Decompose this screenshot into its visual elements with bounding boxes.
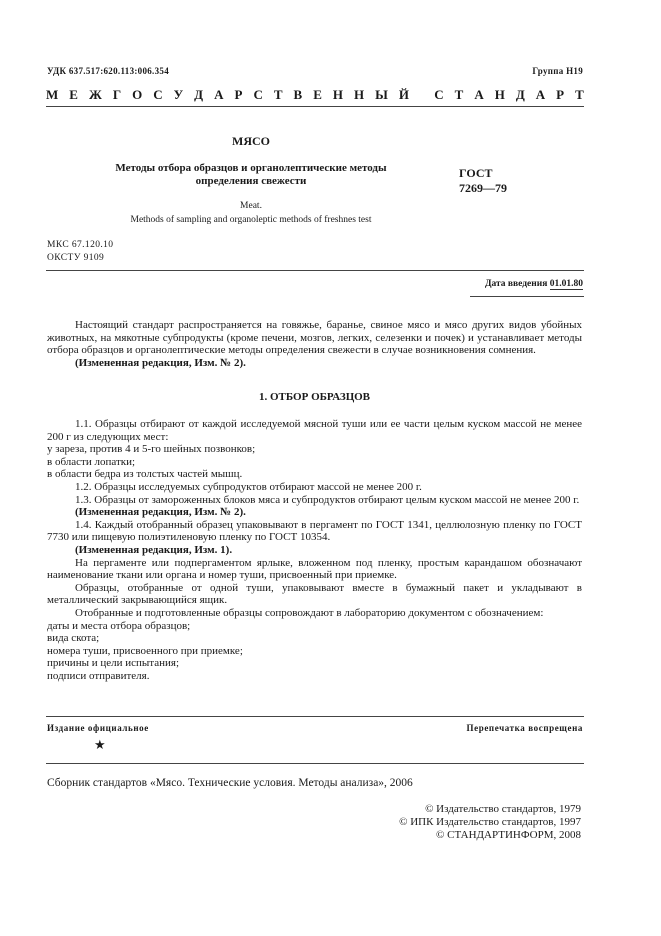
gost-label: ГОСТ bbox=[459, 166, 493, 180]
scope-paragraph: Настоящий стандарт распространяется на говяжье, баранье, свиное мясо и мясо других видов убойных животных, на мякотные субпродукты (кроме печени, мозгов, легких, селезенки и почек) и устанавливает методы отбора образцов и органолептические методы определения свежести в случае возникновения сомнения. bbox=[47, 319, 582, 357]
gost-number: 7269—79 bbox=[459, 181, 507, 195]
standard-type-letter: М bbox=[46, 87, 59, 102]
standard-type-letter: Д bbox=[194, 87, 204, 102]
packing-paragraph: Образцы, отобранные от одной туши, упаковывают вместе в бумажный пакет и укладывают в металлический закрывающийся ящик. bbox=[47, 581, 582, 607]
copyright-line-3: © СТАНДАРТИНФОРМ, 2008 bbox=[436, 829, 581, 841]
english-title-line1: Meat. bbox=[240, 201, 262, 211]
reprint-prohibited-label: Перепечатка воспрещена bbox=[466, 723, 583, 733]
scope-amendment-note: (Измененная редакция, Изм. № 2). bbox=[75, 356, 246, 369]
intro-paragraph-block bbox=[47, 319, 582, 369]
clause-1-1-item-b: в области лопатки; bbox=[47, 455, 136, 468]
document-subtitle-line1: Методы отбора образцов и органолептические методы bbox=[115, 162, 387, 174]
english-title-line2: Methods of sampling and organoleptic methods of freshnes test bbox=[130, 215, 372, 225]
standard-type-letter: Е bbox=[313, 87, 322, 102]
standard-type-letter: Е bbox=[69, 87, 78, 102]
footer-divider bbox=[46, 716, 584, 717]
intro-date-label: Дата введения bbox=[484, 279, 550, 289]
copyright-line-1: © Издательство стандартов, 1979 bbox=[425, 803, 581, 815]
header-divider bbox=[46, 106, 584, 107]
group-code: Группа Н19 bbox=[532, 66, 583, 76]
clause-1-4-amendment-note: (Измененная редакция, Изм. 1). bbox=[75, 543, 233, 556]
clause-1-1: 1.1. Образцы отбирают от каждой исследуемой мясной туши или ее части целым куском массой не менее 200 г из следующих мест: bbox=[47, 418, 582, 443]
bottom-divider bbox=[46, 763, 584, 764]
section-1-title: 1. ОТБОР ОБРАЗЦОВ bbox=[258, 391, 371, 403]
labeling-paragraph: На пергаменте или подпергаментом ярлыке, вложенном под пленку, простым карандашом обозначают наименование ткани или органа и номер туши, присвоенный при приемке. bbox=[47, 556, 582, 582]
collection-title: Сборник стандартов «Мясо. Технические условия. Методы анализа», 2006 bbox=[47, 777, 413, 789]
udk-code: УДК 637.517:620.113:006.354 bbox=[47, 66, 170, 76]
standard-type-letter: Н bbox=[332, 87, 343, 102]
okstu-code: ОКСТУ 9109 bbox=[47, 253, 105, 263]
standard-type-letter: С bbox=[253, 87, 263, 102]
official-edition-label: Издание официальное bbox=[47, 723, 149, 733]
clause-1-1-item-c: в области бедра из толстых частей мышц. bbox=[47, 468, 243, 481]
clause-1-4: 1.4. Каждый отобранный образец упаковывают в пергамент по ГОСТ 1341, целлюлозную пленку по ГОСТ 7730 или пищевую полиэтиленовую пленку по ГОСТ 10354. bbox=[47, 518, 582, 544]
standard-type-letter: Т bbox=[454, 87, 464, 102]
standard-type-letter: Р bbox=[556, 87, 565, 102]
documentation-item-5: подписи отправителя. bbox=[47, 669, 150, 682]
standard-type-letter: Ж bbox=[88, 87, 102, 102]
intro-date bbox=[485, 279, 583, 289]
mks-code: МКС 67.120.10 bbox=[47, 240, 114, 250]
standard-type-letter: А bbox=[474, 87, 484, 102]
documentation-item-2: вида скота; bbox=[47, 632, 100, 645]
clause-1-3-amendment-note: (Измененная редакция, Изм. № 2). bbox=[75, 506, 246, 519]
standard-type-letter: Г bbox=[112, 87, 122, 102]
documentation-paragraph: Отобранные и подготовленные образцы сопровождают в лабораторию документом с обозначением: bbox=[75, 606, 544, 619]
standard-type-letter: А bbox=[214, 87, 224, 102]
standard-type-letter: О bbox=[132, 87, 143, 102]
standard-type-letter: А bbox=[535, 87, 546, 102]
standard-type-letter bbox=[420, 87, 423, 103]
standard-type-letter: В bbox=[293, 87, 303, 102]
section-1-body bbox=[47, 418, 582, 682]
standard-type-letter: Т bbox=[273, 87, 283, 102]
copyright-line-2: © ИПК Издательство стандартов, 1997 bbox=[399, 816, 581, 828]
standard-type-letter: С bbox=[153, 87, 163, 102]
standard-type-letter: Р bbox=[234, 87, 243, 102]
intro-date-value: 01.01.80 bbox=[549, 279, 583, 289]
copyright-block bbox=[399, 803, 581, 842]
clause-1-2: 1.2. Образцы исследуемых субпродуктов отбирают массой не менее 200 г. bbox=[75, 480, 422, 493]
codes-divider bbox=[46, 270, 584, 271]
document-subtitle-line2: определения свежести bbox=[195, 175, 307, 187]
documentation-item-4: причины и цели испытания; bbox=[47, 657, 180, 670]
intro-date-rule bbox=[470, 296, 584, 297]
star-icon: ★ bbox=[94, 737, 106, 752]
standard-type-letter: У bbox=[173, 87, 184, 102]
documentation-item-3: номера туши, присвоенного при приемке; bbox=[47, 644, 243, 657]
standard-type-letter: Н bbox=[494, 87, 505, 102]
documentation-item-1: даты и места отбора образцов; bbox=[47, 619, 191, 632]
standard-type-heading bbox=[46, 87, 584, 103]
clause-1-1-item-a: у зареза, против 4 и 5-го шейных позвонков; bbox=[47, 443, 256, 456]
standard-type-letter: Ы bbox=[375, 87, 388, 102]
standard-type-letter: Н bbox=[353, 87, 365, 102]
standard-type-letter: Й bbox=[398, 87, 409, 102]
standard-type-letter: С bbox=[434, 87, 444, 102]
clause-1-3: 1.3. Образцы от замороженных блоков мяса и субпродуктов отбирают целым куском массой не менее 200 г. bbox=[75, 493, 580, 506]
standard-type-letter: Т bbox=[575, 87, 584, 102]
document-title: МЯСО bbox=[232, 134, 270, 148]
standard-type-letter: Д bbox=[515, 87, 525, 102]
